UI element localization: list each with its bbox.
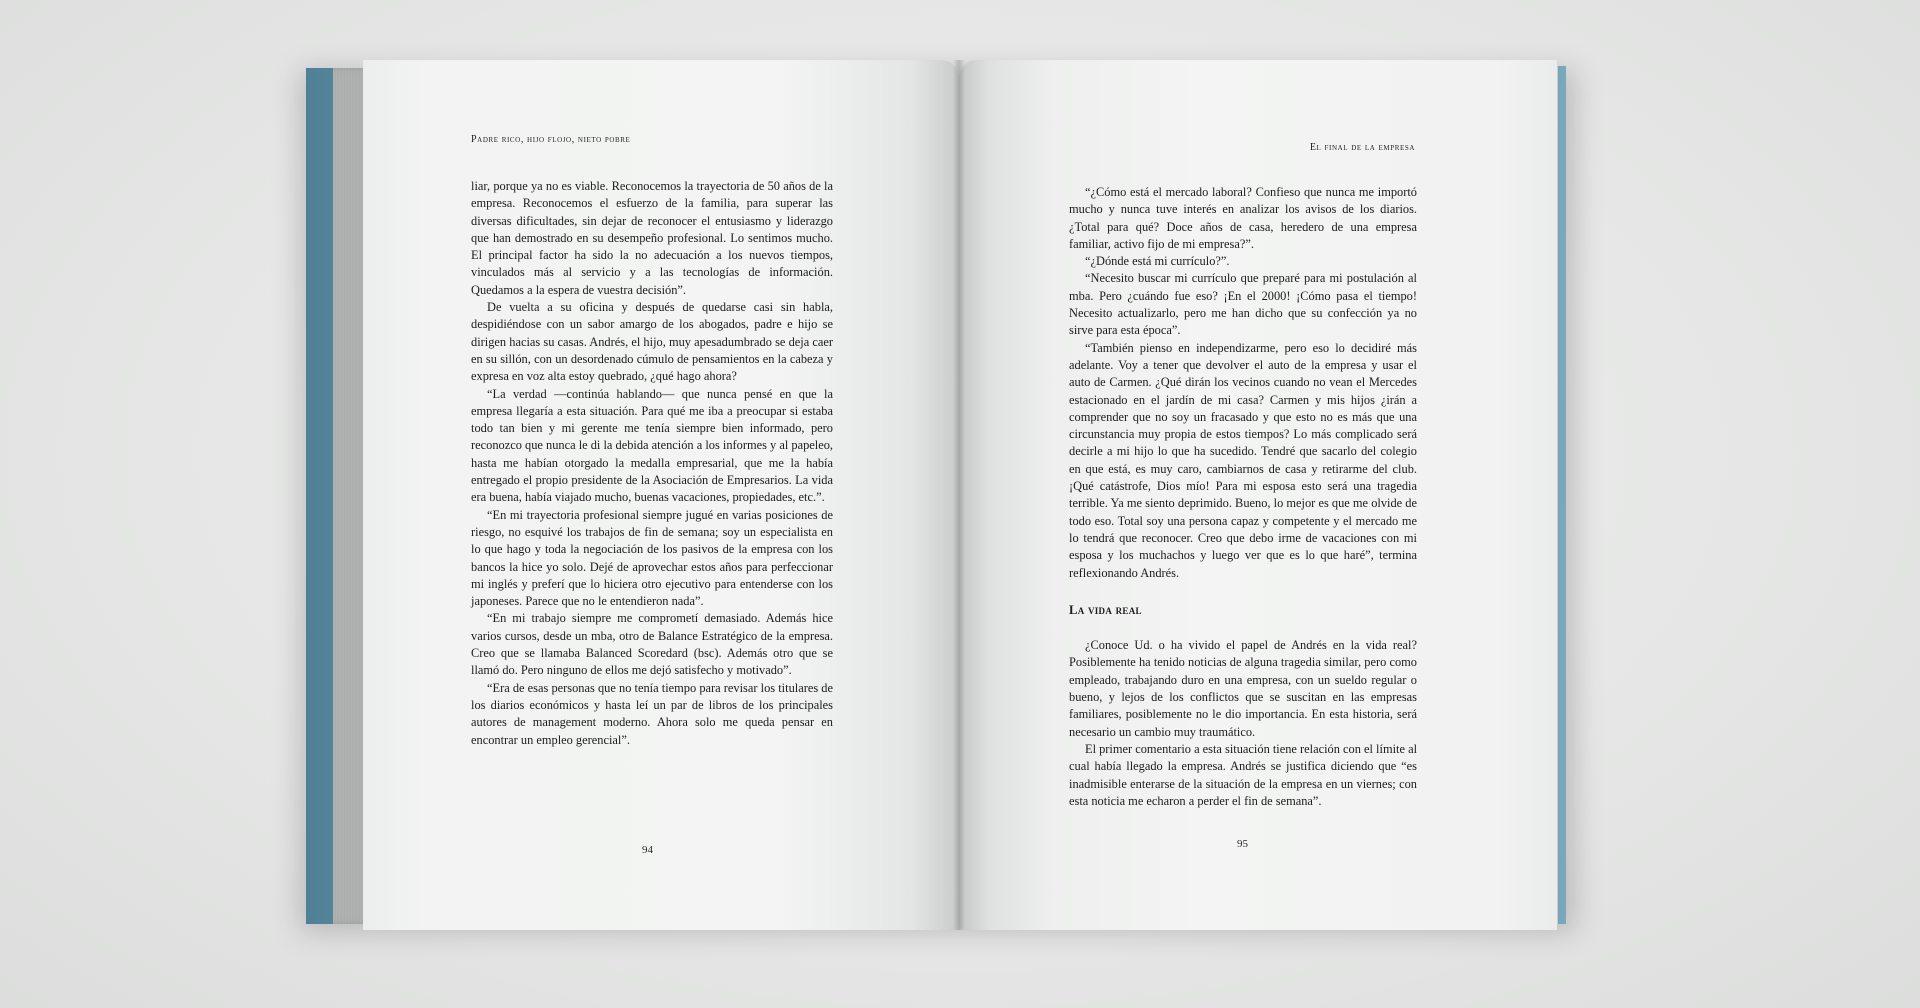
paragraph: El primer comentario a esta situación tiene relación con el límite al cual había llegado la empresa. Andrés se justifica diciendo que “es inadmisible enterarse de la situación de la empresa en un viernes; con esta noticia me echaron a perder el fin de semana”. (1069, 741, 1418, 808)
page-number-right: 95 (1237, 838, 1248, 850)
page-number-left: 94 (642, 844, 653, 856)
paragraph: “En mi trayectoria profesional siempre jugué en varias posiciones de riesgo, no esquivé los trabajos de fin de semana; soy un especialista en lo que hago y toda la negociación de los pasivos de la empresa con los bancos la hice yo solo. Dejé de aprovechar estos años para perfeccionar mi inglés y preferí que lo hiciera otro ejecutivo para entenderse con los japoneses. Parece que no le entendieron nada”. (471, 507, 833, 609)
paragraph: “La verdad —continúa hablando— que nunca pensé en que la empresa llegaría a esta situación. Para qué me iba a preocupar si estaba todo tan bien y mi gerente me tenía siempre bien informado, pero reconozco que nunca le di la debida atención a los informes y al papeleo, hasta me habían otorgado la medalla empresarial, que me la había entregado el propio presidente de la Asociación de Empresarios. La vida era buena, había viajado mucho, buenas vacaciones, propiedades, etc.”. (471, 386, 833, 505)
running-header-right: El final de la empresa (1309, 142, 1415, 153)
right-page (959, 60, 1557, 930)
paragraph: ¿Conoce Ud. o ha vivido el papel de Andrés en la vida real? Posiblemente ha tenido noticias de alguna tragedia similar, pero como empleado, trabajando duro en una empresa, con un sueldo regular o bueno, y lejos de los conflictos que se suscitan en las empresas familiares, posiblemente no le dio importancia. En esta historia, será necesario un cambio muy traumático. (1069, 638, 1417, 739)
running-header-left: Padre rico, hijo flojo, nieto pobre (471, 134, 631, 145)
paragraph: “Necesito buscar mi currículo que preparé para mi postulación al mba. Pero ¿cuándo fue eso? ¡En el 2000! ¡Cómo pasa el tiempo! Necesito actualizarlo, pero me han dicho que su confección ya no sirve para esta época”. (1069, 271, 1417, 338)
paragraph: De vuelta a su oficina y después de quedarse casi sin habla, despidiéndose con un sabor amargo de los abogados, padre e hijo se dirigen hacias su casas. Andrés, el hijo, muy apesadumbrado se deja caer en su sillón, con un desordenado cúmulo de pensamientos en la cabeza y expresa en voz alta estoy quebrado, ¿qué hago ahora? (471, 300, 833, 384)
section-heading: La vida real (1069, 602, 1142, 617)
paragraph: “Era de esas personas que no tenía tiempo para revisar los titulares de los diarios económicos y hasta leí un par de libros de los principales autores de management moderno. Ahora solo me queda pensar en encontrar un empleo gerencial”. (471, 680, 833, 747)
paragraph: “En mi trabajo siempre me comprometí demasiado. Además hice varios cursos, desde un mba, otro de Balance Estratégico de la empresa. Creo que se llamaba Balanced Scoredard (bsc). Además otro que se llamó do. Pero ninguno de ellos me dejó satisfecho y motivado”. (471, 611, 833, 678)
right-page-text (1069, 184, 1417, 810)
paragraph: “También pienso en independizarme, pero eso lo decidiré más adelante. Voy a tener que devolver el auto de la empresa y usar el auto de Carmen. ¿Qué dirán los vecinos cuando no vean el Mercedes estacionado en el jardín de mi casa? Carmen y mis hijos ¿irán a comprender que no soy un fracasado y que esto no es más que una circunstancia muy propia de estos tiempos? Lo más complicado será decirle a mi hijo lo que ha sucedido. Tendré que sacarlo del colegio en que está, es muy caro, cambiarnos de casa y retirarme del club. ¡Qué catástrofe, Dios mío! Para mi esposa esto será una tragedia terrible. Ya me siento deprimido. Bueno, lo mejor es que me olvide de todo eso. Total soy una persona capaz y competente y el mercado me lo tendrá que reconocer. Creo que debo irme de vacaciones con mi esposa y los muchachos y luego ver que es lo que haré”, termina reflexionando Andrés. (1069, 340, 1417, 580)
left-page-text (471, 178, 833, 749)
left-page (363, 60, 959, 930)
paragraph: “¿Cómo está el mercado laboral? Confieso que nunca me importó mucho y nunca tuve interés en analizar los avisos de los diarios. ¿Total para qué? Doce años de casa, heredero de una empresa familiar, activo fijo de mi empresa?”. (1069, 185, 1417, 251)
book-gutter (953, 60, 965, 930)
paragraph: “¿Dónde está mi currículo?”. (1085, 254, 1230, 269)
paragraph: liar, porque ya no es viable. Reconocemos la trayectoria de 50 años de la empresa. Reconocemos el esfuerzo de la familia, para superar las diversas dificultades, sin dejar de reconocer el entusiasmo y liderazgo que han demostrado en su desempeño profesional. Lo sentimos mucho. El principal factor ha sido la no adecuación a los nuevos tiempos, vinculados más al servicio y a las tecnologías de información. Quedamos a la espera de vuestra decisión”. (471, 179, 833, 297)
